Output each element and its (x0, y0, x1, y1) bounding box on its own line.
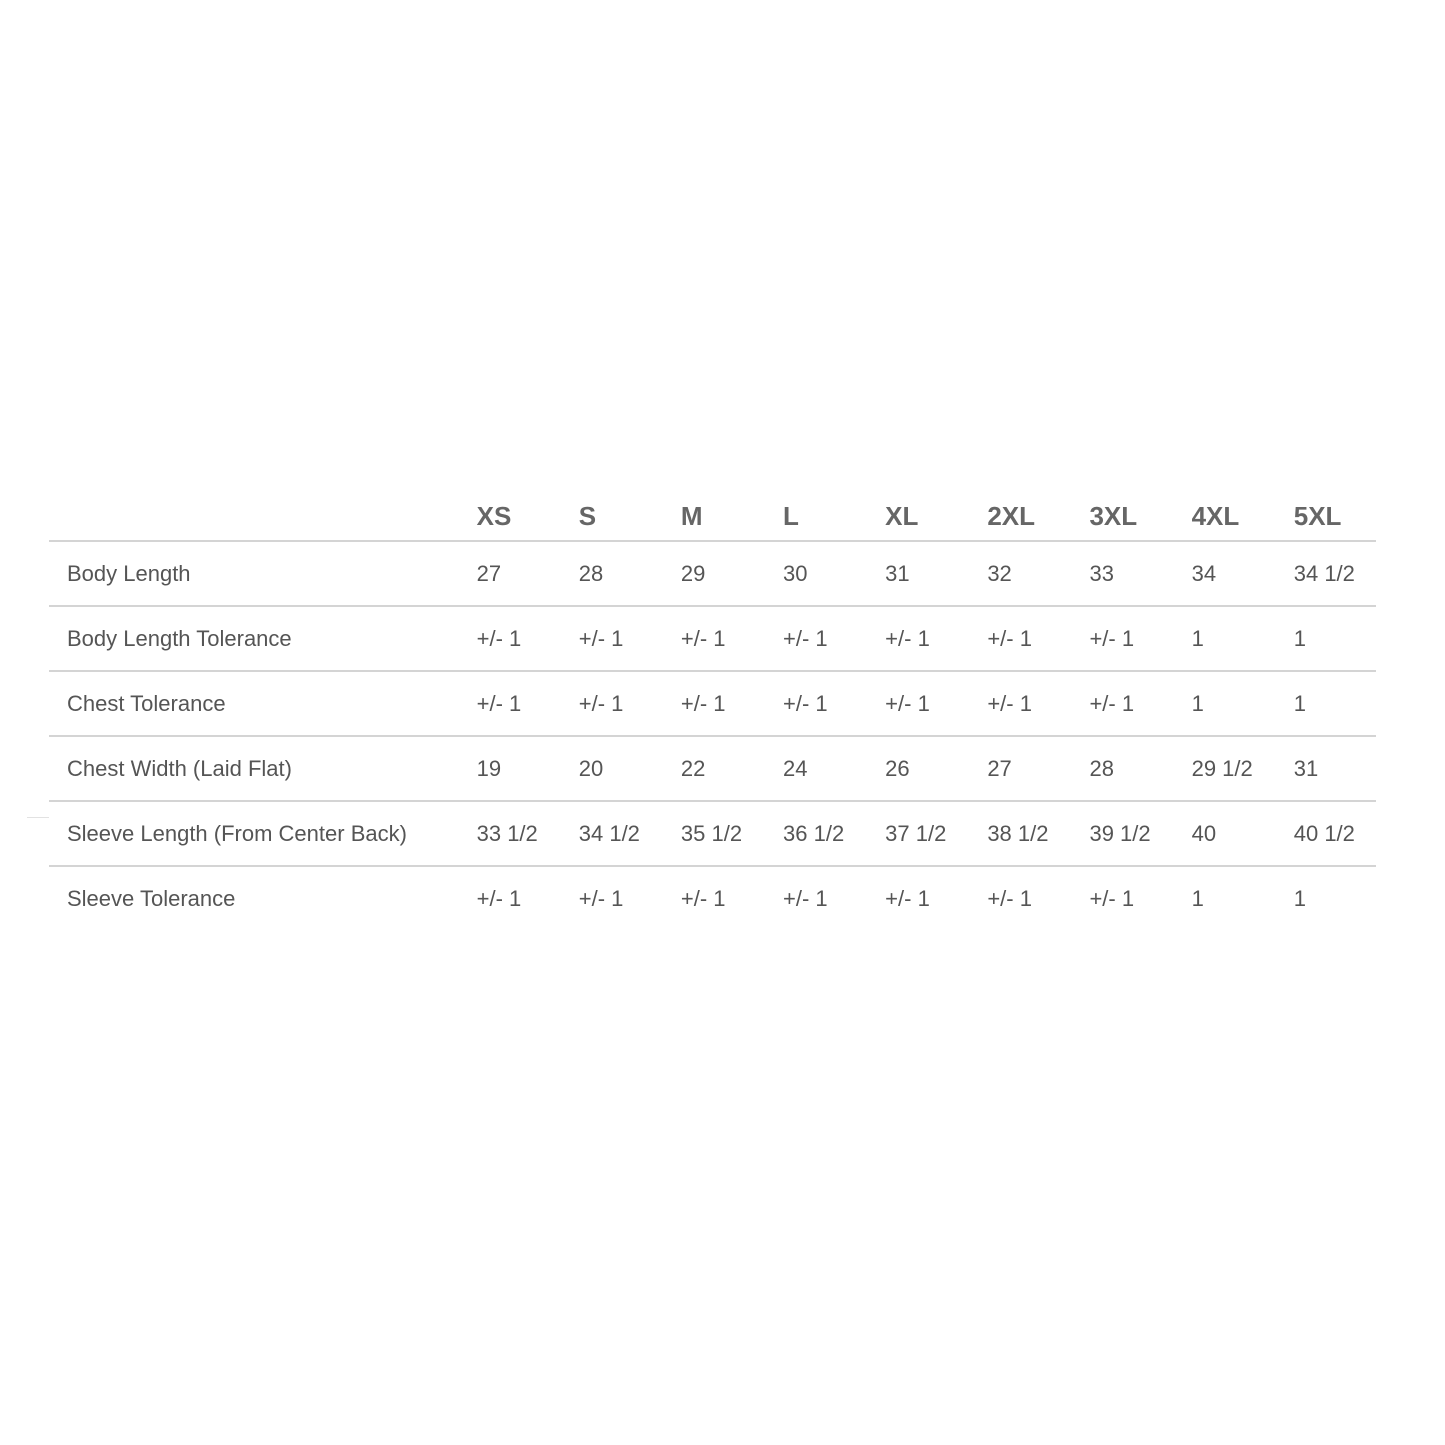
measurement-cell-5xl: 1 (1276, 671, 1376, 736)
size-chart-table (49, 492, 1376, 930)
measurement-cell-3xl: +/- 1 (1071, 671, 1173, 736)
row-label: Body Length (49, 541, 459, 606)
measurement-cell-4xl: 1 (1174, 671, 1276, 736)
measurement-cell-s: 20 (561, 736, 663, 801)
measurement-cell-m: 29 (663, 541, 765, 606)
size-header-m: M (663, 492, 765, 541)
measurement-cell-3xl: 33 (1071, 541, 1173, 606)
measurement-cell-4xl: 29 1/2 (1174, 736, 1276, 801)
measurement-cell-l: +/- 1 (765, 606, 867, 671)
size-header-5xl: 5XL (1276, 492, 1376, 541)
divider-mark (27, 817, 49, 818)
row-label: Chest Tolerance (49, 671, 459, 736)
measurement-cell-5xl: 40 1/2 (1276, 801, 1376, 866)
size-chart-body (49, 541, 1376, 930)
measurement-cell-5xl: 31 (1276, 736, 1376, 801)
measurement-cell-xl: 37 1/2 (867, 801, 969, 866)
measurement-cell-xs: 19 (459, 736, 561, 801)
size-header-xl: XL (867, 492, 969, 541)
measurement-cell-xs: +/- 1 (476, 885, 522, 911)
measurement-cell-l: 24 (765, 736, 867, 801)
measurement-cell-xl: 26 (867, 736, 969, 801)
row-label: Sleeve Tolerance (67, 885, 236, 911)
measurement-cell-xs: +/- 1 (459, 606, 561, 671)
measurement-cell-s: +/- 1 (578, 885, 624, 911)
measurement-cell-m: +/- 1 (663, 671, 765, 736)
table-row (49, 541, 1376, 606)
measurement-cell-2xl: 32 (969, 541, 1071, 606)
row-label: Sleeve Length (From Center Back) (49, 801, 459, 866)
measurement-cell-s: 28 (561, 541, 663, 606)
table-row (49, 671, 1376, 736)
measurement-cell-l: 36 1/2 (765, 801, 867, 866)
measurement-cell-2xl: +/- 1 (969, 671, 1071, 736)
size-header-2xl: 2XL (969, 492, 1071, 541)
table-row (49, 606, 1376, 671)
size-header-s: S (561, 492, 663, 541)
size-header-3xl: 3XL (1071, 492, 1173, 541)
measurement-cell-2xl: 38 1/2 (969, 801, 1071, 866)
size-header-4xl: 4XL (1174, 492, 1276, 541)
measurement-cell-xs: 33 1/2 (459, 801, 561, 866)
measurement-cell-4xl: 1 (1174, 606, 1276, 671)
measurement-cell-3xl: +/- 1 (1071, 606, 1173, 671)
measurement-cell-s: +/- 1 (561, 671, 663, 736)
measurement-cell-3xl: 28 (1071, 736, 1173, 801)
measurement-cell-xl: +/- 1 (867, 606, 969, 671)
table-row (49, 736, 1376, 801)
measurement-cell-m: +/- 1 (680, 885, 726, 911)
measurement-cell-5xl: 34 1/2 (1276, 541, 1376, 606)
measurement-cell-4xl: 40 (1174, 801, 1276, 866)
header-corner (49, 492, 459, 541)
measurement-cell-5xl: 1 (1276, 606, 1376, 671)
row-label: Chest Width (Laid Flat) (49, 736, 459, 801)
measurement-cell-xs: +/- 1 (459, 671, 561, 736)
measurement-cell-4xl: 34 (1174, 541, 1276, 606)
measurement-cell-m: 35 1/2 (663, 801, 765, 866)
size-header-xs: XS (459, 492, 561, 541)
measurement-cell-2xl: +/- 1 (987, 885, 1032, 911)
measurement-cell-m: +/- 1 (663, 606, 765, 671)
measurement-cell-3xl: +/- 1 (1089, 885, 1135, 911)
row-label: Body Length Tolerance (49, 606, 459, 671)
measurement-cell-2xl: 27 (969, 736, 1071, 801)
measurement-cell-5xl: 1 (1293, 885, 1306, 911)
table-row (49, 801, 1376, 866)
measurement-cell-2xl: +/- 1 (969, 606, 1071, 671)
size-header-row (49, 492, 1376, 541)
measurement-cell-l: 30 (765, 541, 867, 606)
measurement-cell-m: 22 (663, 736, 765, 801)
size-header-l: L (765, 492, 867, 541)
measurement-cell-xl: +/- 1 (867, 671, 969, 736)
measurement-cell-s: 34 1/2 (561, 801, 663, 866)
measurement-cell-s: +/- 1 (561, 606, 663, 671)
measurement-cell-xs: 27 (459, 541, 561, 606)
measurement-cell-xl: +/- 1 (885, 885, 930, 911)
measurement-cell-l: +/- 1 (783, 885, 828, 911)
measurement-cell-l: +/- 1 (765, 671, 867, 736)
table-row (49, 866, 1376, 930)
measurement-cell-4xl: 1 (1191, 885, 1204, 911)
measurement-cell-xl: 31 (867, 541, 969, 606)
measurement-cell-3xl: 39 1/2 (1071, 801, 1173, 866)
